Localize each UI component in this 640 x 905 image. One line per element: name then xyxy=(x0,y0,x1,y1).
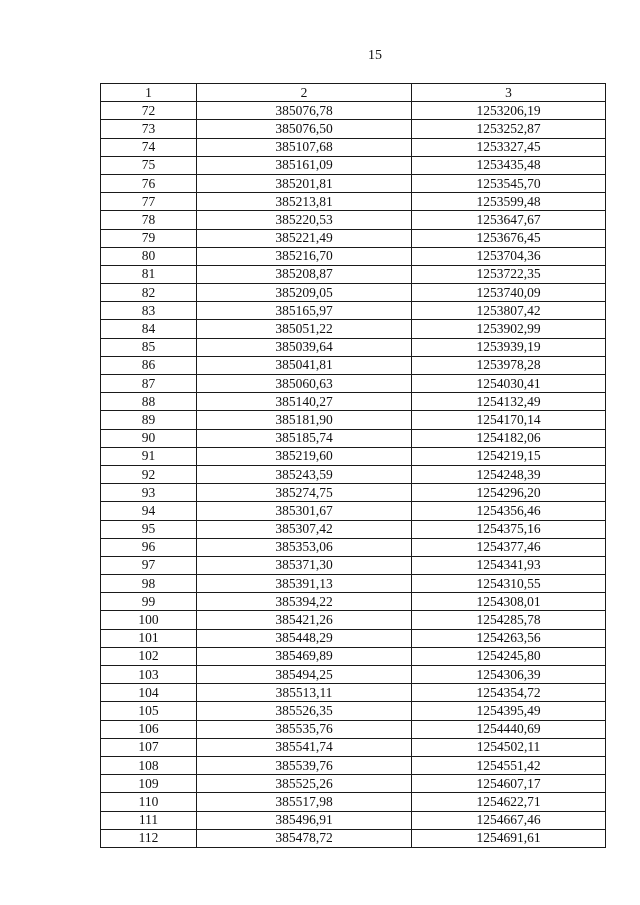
point-number-cell: 76 xyxy=(101,174,197,192)
point-number-cell: 85 xyxy=(101,338,197,356)
coordinate-x-cell: 385394,22 xyxy=(197,593,412,611)
coordinate-x-cell: 385513,11 xyxy=(197,684,412,702)
point-number-cell: 88 xyxy=(101,393,197,411)
table-row xyxy=(101,174,606,192)
coordinate-y-cell: 1253647,67 xyxy=(412,211,606,229)
coordinate-x-cell: 385541,74 xyxy=(197,738,412,756)
table-row xyxy=(101,338,606,356)
point-number-cell: 96 xyxy=(101,538,197,556)
coordinate-x-cell: 385221,49 xyxy=(197,229,412,247)
coordinate-y-cell: 1254132,49 xyxy=(412,393,606,411)
coordinate-y-cell: 1254691,61 xyxy=(412,829,606,847)
coordinate-y-cell: 1254551,42 xyxy=(412,756,606,774)
coordinate-x-cell: 385181,90 xyxy=(197,411,412,429)
point-number-cell: 102 xyxy=(101,647,197,665)
coordinate-y-cell: 1253545,70 xyxy=(412,174,606,192)
header-cell-3: 3 xyxy=(412,84,606,102)
point-number-cell: 112 xyxy=(101,829,197,847)
point-number-cell: 111 xyxy=(101,811,197,829)
coordinate-y-cell: 1254667,46 xyxy=(412,811,606,829)
table-row xyxy=(101,429,606,447)
table-row xyxy=(101,465,606,483)
coordinate-x-cell: 385371,30 xyxy=(197,556,412,574)
coordinate-x-cell: 385526,35 xyxy=(197,702,412,720)
coordinate-x-cell: 385165,97 xyxy=(197,302,412,320)
point-number-cell: 72 xyxy=(101,102,197,120)
table-row xyxy=(101,247,606,265)
coordinate-x-cell: 385041,81 xyxy=(197,356,412,374)
coordinate-x-cell: 385208,87 xyxy=(197,265,412,283)
table-row xyxy=(101,520,606,538)
point-number-cell: 87 xyxy=(101,375,197,393)
coordinate-x-cell: 385448,29 xyxy=(197,629,412,647)
table-row xyxy=(101,629,606,647)
coordinate-y-cell: 1253206,19 xyxy=(412,102,606,120)
table-row xyxy=(101,575,606,593)
coordinate-y-cell: 1254440,69 xyxy=(412,720,606,738)
point-number-cell: 97 xyxy=(101,556,197,574)
coordinate-x-cell: 385494,25 xyxy=(197,666,412,684)
coordinate-y-cell: 1253704,36 xyxy=(412,247,606,265)
coordinate-y-cell: 1254308,01 xyxy=(412,593,606,611)
coordinate-x-cell: 385051,22 xyxy=(197,320,412,338)
page-number: 15 xyxy=(368,48,382,63)
table-row xyxy=(101,811,606,829)
coordinate-y-cell: 1254356,46 xyxy=(412,502,606,520)
table-row xyxy=(101,284,606,302)
table-row xyxy=(101,502,606,520)
table-row xyxy=(101,829,606,847)
point-number-cell: 77 xyxy=(101,193,197,211)
table-row xyxy=(101,120,606,138)
coordinate-y-cell: 1253435,48 xyxy=(412,156,606,174)
point-number-cell: 82 xyxy=(101,284,197,302)
coordinate-y-cell: 1254354,72 xyxy=(412,684,606,702)
point-number-cell: 110 xyxy=(101,793,197,811)
coordinate-x-cell: 385219,60 xyxy=(197,447,412,465)
coordinate-x-cell: 385535,76 xyxy=(197,720,412,738)
coordinate-x-cell: 385307,42 xyxy=(197,520,412,538)
coordinate-y-cell: 1254182,06 xyxy=(412,429,606,447)
coordinate-y-cell: 1253722,35 xyxy=(412,265,606,283)
coordinate-x-cell: 385421,26 xyxy=(197,611,412,629)
table-row xyxy=(101,647,606,665)
table-row xyxy=(101,756,606,774)
table-row xyxy=(101,556,606,574)
table-row xyxy=(101,702,606,720)
table-header-row xyxy=(101,84,606,102)
coordinate-x-cell: 385496,91 xyxy=(197,811,412,829)
table-row xyxy=(101,156,606,174)
point-number-cell: 108 xyxy=(101,756,197,774)
coordinate-y-cell: 1253978,28 xyxy=(412,356,606,374)
coordinates-table xyxy=(100,83,606,848)
table-row xyxy=(101,484,606,502)
point-number-cell: 94 xyxy=(101,502,197,520)
coordinate-x-cell: 385243,59 xyxy=(197,465,412,483)
point-number-cell: 103 xyxy=(101,666,197,684)
point-number-cell: 81 xyxy=(101,265,197,283)
coordinate-y-cell: 1254248,39 xyxy=(412,465,606,483)
coordinate-y-cell: 1254622,71 xyxy=(412,793,606,811)
coordinate-x-cell: 385076,50 xyxy=(197,120,412,138)
point-number-cell: 74 xyxy=(101,138,197,156)
coordinate-x-cell: 385213,81 xyxy=(197,193,412,211)
coordinate-y-cell: 1253252,87 xyxy=(412,120,606,138)
table-row xyxy=(101,411,606,429)
coordinate-y-cell: 1254375,16 xyxy=(412,520,606,538)
header-cell-1: 1 xyxy=(101,84,197,102)
coordinate-y-cell: 1254377,46 xyxy=(412,538,606,556)
table-row xyxy=(101,447,606,465)
coordinate-y-cell: 1253807,42 xyxy=(412,302,606,320)
coordinate-x-cell: 385478,72 xyxy=(197,829,412,847)
table-body xyxy=(101,84,606,848)
point-number-cell: 89 xyxy=(101,411,197,429)
point-number-cell: 100 xyxy=(101,611,197,629)
coordinate-y-cell: 1254341,93 xyxy=(412,556,606,574)
point-number-cell: 90 xyxy=(101,429,197,447)
table-row xyxy=(101,775,606,793)
table-row xyxy=(101,593,606,611)
table-row xyxy=(101,720,606,738)
point-number-cell: 106 xyxy=(101,720,197,738)
table-row xyxy=(101,138,606,156)
coordinate-x-cell: 385469,89 xyxy=(197,647,412,665)
table-row xyxy=(101,265,606,283)
point-number-cell: 73 xyxy=(101,120,197,138)
coordinate-x-cell: 385274,75 xyxy=(197,484,412,502)
coordinate-y-cell: 1254502,11 xyxy=(412,738,606,756)
point-number-cell: 101 xyxy=(101,629,197,647)
table-row xyxy=(101,666,606,684)
table-row xyxy=(101,102,606,120)
coordinate-y-cell: 1254170,14 xyxy=(412,411,606,429)
coordinate-x-cell: 385525,26 xyxy=(197,775,412,793)
table-row xyxy=(101,538,606,556)
coordinate-x-cell: 385220,53 xyxy=(197,211,412,229)
table-row xyxy=(101,320,606,338)
coordinate-x-cell: 385517,98 xyxy=(197,793,412,811)
coordinate-y-cell: 1253676,45 xyxy=(412,229,606,247)
coordinate-y-cell: 1254263,56 xyxy=(412,629,606,647)
coordinate-y-cell: 1253599,48 xyxy=(412,193,606,211)
point-number-cell: 109 xyxy=(101,775,197,793)
coordinate-y-cell: 1253327,45 xyxy=(412,138,606,156)
coordinate-y-cell: 1254607,17 xyxy=(412,775,606,793)
table-row xyxy=(101,375,606,393)
coordinate-x-cell: 385107,68 xyxy=(197,138,412,156)
coordinate-y-cell: 1253939,19 xyxy=(412,338,606,356)
table-row xyxy=(101,356,606,374)
table-row xyxy=(101,684,606,702)
point-number-cell: 80 xyxy=(101,247,197,265)
coordinate-y-cell: 1254030,41 xyxy=(412,375,606,393)
point-number-cell: 83 xyxy=(101,302,197,320)
point-number-cell: 93 xyxy=(101,484,197,502)
point-number-cell: 105 xyxy=(101,702,197,720)
point-number-cell: 99 xyxy=(101,593,197,611)
point-number-cell: 92 xyxy=(101,465,197,483)
point-number-cell: 98 xyxy=(101,575,197,593)
table-row xyxy=(101,302,606,320)
coordinate-y-cell: 1254395,49 xyxy=(412,702,606,720)
table-row xyxy=(101,738,606,756)
point-number-cell: 79 xyxy=(101,229,197,247)
table-row xyxy=(101,393,606,411)
point-number-cell: 95 xyxy=(101,520,197,538)
coordinate-y-cell: 1254306,39 xyxy=(412,666,606,684)
point-number-cell: 75 xyxy=(101,156,197,174)
point-number-cell: 86 xyxy=(101,356,197,374)
point-number-cell: 78 xyxy=(101,211,197,229)
coordinate-y-cell: 1253740,09 xyxy=(412,284,606,302)
coordinate-x-cell: 385201,81 xyxy=(197,174,412,192)
coordinate-x-cell: 385353,06 xyxy=(197,538,412,556)
table-row xyxy=(101,793,606,811)
point-number-cell: 91 xyxy=(101,447,197,465)
coordinate-x-cell: 385216,70 xyxy=(197,247,412,265)
coordinate-y-cell: 1253902,99 xyxy=(412,320,606,338)
table-row xyxy=(101,229,606,247)
coordinate-y-cell: 1254296,20 xyxy=(412,484,606,502)
table-row xyxy=(101,211,606,229)
coordinate-y-cell: 1254219,15 xyxy=(412,447,606,465)
coordinate-x-cell: 385161,09 xyxy=(197,156,412,174)
coordinate-x-cell: 385301,67 xyxy=(197,502,412,520)
point-number-cell: 104 xyxy=(101,684,197,702)
coordinate-x-cell: 385076,78 xyxy=(197,102,412,120)
coordinate-x-cell: 385140,27 xyxy=(197,393,412,411)
coordinate-x-cell: 385185,74 xyxy=(197,429,412,447)
header-cell-2: 2 xyxy=(197,84,412,102)
coordinate-x-cell: 385209,05 xyxy=(197,284,412,302)
coordinate-x-cell: 385391,13 xyxy=(197,575,412,593)
point-number-cell: 84 xyxy=(101,320,197,338)
coordinate-x-cell: 385539,76 xyxy=(197,756,412,774)
coordinate-x-cell: 385060,63 xyxy=(197,375,412,393)
table-row xyxy=(101,193,606,211)
point-number-cell: 107 xyxy=(101,738,197,756)
coordinate-y-cell: 1254310,55 xyxy=(412,575,606,593)
coordinate-y-cell: 1254285,78 xyxy=(412,611,606,629)
coordinate-x-cell: 385039,64 xyxy=(197,338,412,356)
coordinate-y-cell: 1254245,80 xyxy=(412,647,606,665)
table-row xyxy=(101,611,606,629)
